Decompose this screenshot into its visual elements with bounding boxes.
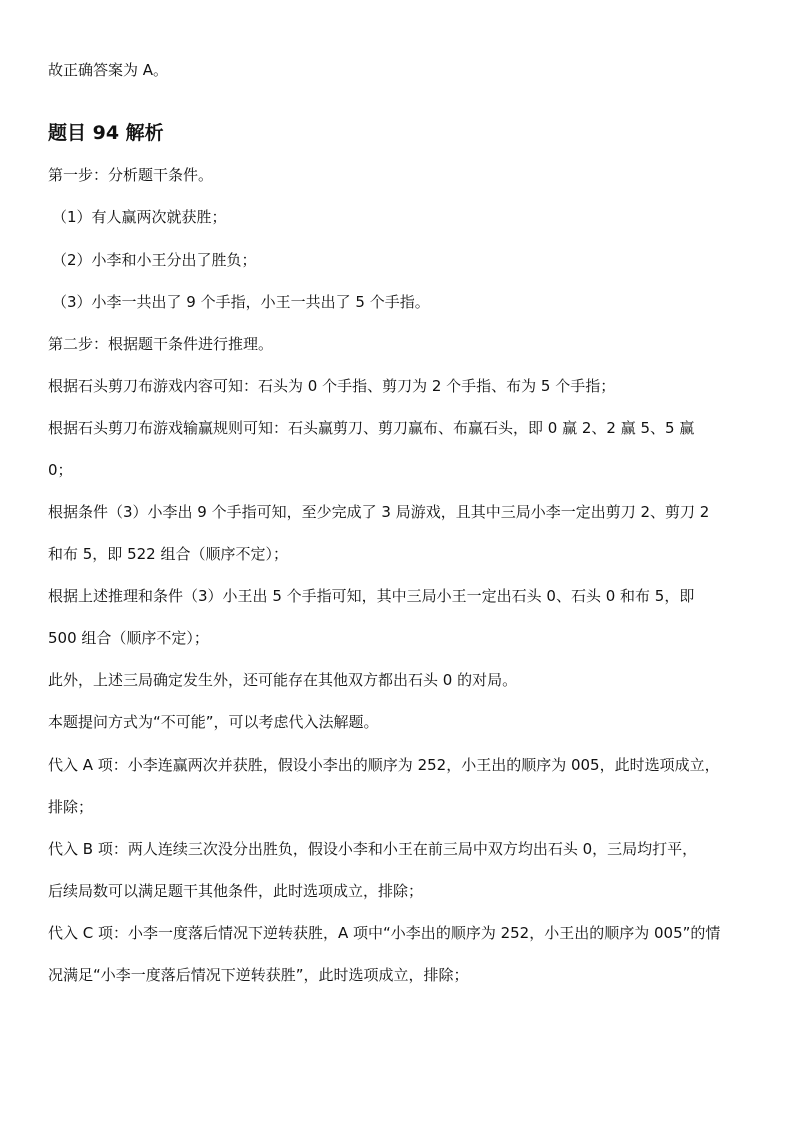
condition-2: （2）小李和小王分出了胜负；: [52, 251, 257, 269]
step-one-heading: 第一步：分析题干条件。: [48, 166, 214, 184]
paragraph-line: 根据石头剪刀布游戏输赢规则可知：石头赢剪刀、剪刀赢布、布赢石头，即 0 赢 2、2 赢 5、5 赢: [48, 419, 695, 437]
paragraph-line: 根据上述推理和条件（3）小王出 5 个手指可知，其中三局小王一定出石头 0、石头 0 和布 5，即: [48, 587, 695, 605]
paragraph-line: 代入 C 项：小李一度落后情况下逆转获胜，A 项中“小李出的顺序为 252，小王出的顺序为 005”的情: [48, 924, 721, 942]
section-title: 题目 94 解析: [48, 122, 164, 144]
step-two-heading: 第二步：根据题干条件进行推理。: [48, 335, 274, 353]
paragraph-line: 本题提问方式为“不可能”，可以考虑代入法解题。: [48, 713, 379, 731]
conclusion-line: 故正确答案为 A。: [48, 61, 169, 79]
paragraph-line: 况满足“小李一度落后情况下逆转获胜”，此时选项成立，排除；: [48, 966, 469, 984]
paragraph-line: 代入 A 项：小李连赢两次并获胜，假设小李出的顺序为 252，小王出的顺序为 005，此时选项成立，: [48, 756, 720, 774]
paragraph-line: 和布 5，即 522 组合（顺序不定）；: [48, 545, 288, 563]
paragraph-line: 后续局数可以满足题干其他条件，此时选项成立，排除；: [48, 882, 424, 900]
condition-1: （1）有人赢两次就获胜；: [52, 208, 227, 226]
paragraph-line: 排除；: [48, 798, 94, 816]
paragraph-line: 0；: [48, 461, 73, 479]
condition-3: （3）小李一共出了 9 个手指，小王一共出了 5 个手指。: [52, 293, 430, 311]
paragraph-line: 此外，上述三局确定发生外，还可能存在其他双方都出石头 0 的对局。: [48, 671, 518, 689]
paragraph-line: 根据条件（3）小李出 9 个手指可知，至少完成了 3 局游戏，且其中三局小李一定出剪刀 2、剪刀 2: [48, 503, 710, 521]
paragraph-line: 代入 B 项：两人连续三次没分出胜负，假设小李和小王在前三局中双方均出石头 0，三局均打平，: [48, 840, 698, 858]
paragraph-line: 根据石头剪刀布游戏内容可知：石头为 0 个手指、剪刀为 2 个手指、布为 5 个手指；: [48, 377, 616, 395]
paragraph-line: 500 组合（顺序不定）；: [48, 629, 209, 647]
